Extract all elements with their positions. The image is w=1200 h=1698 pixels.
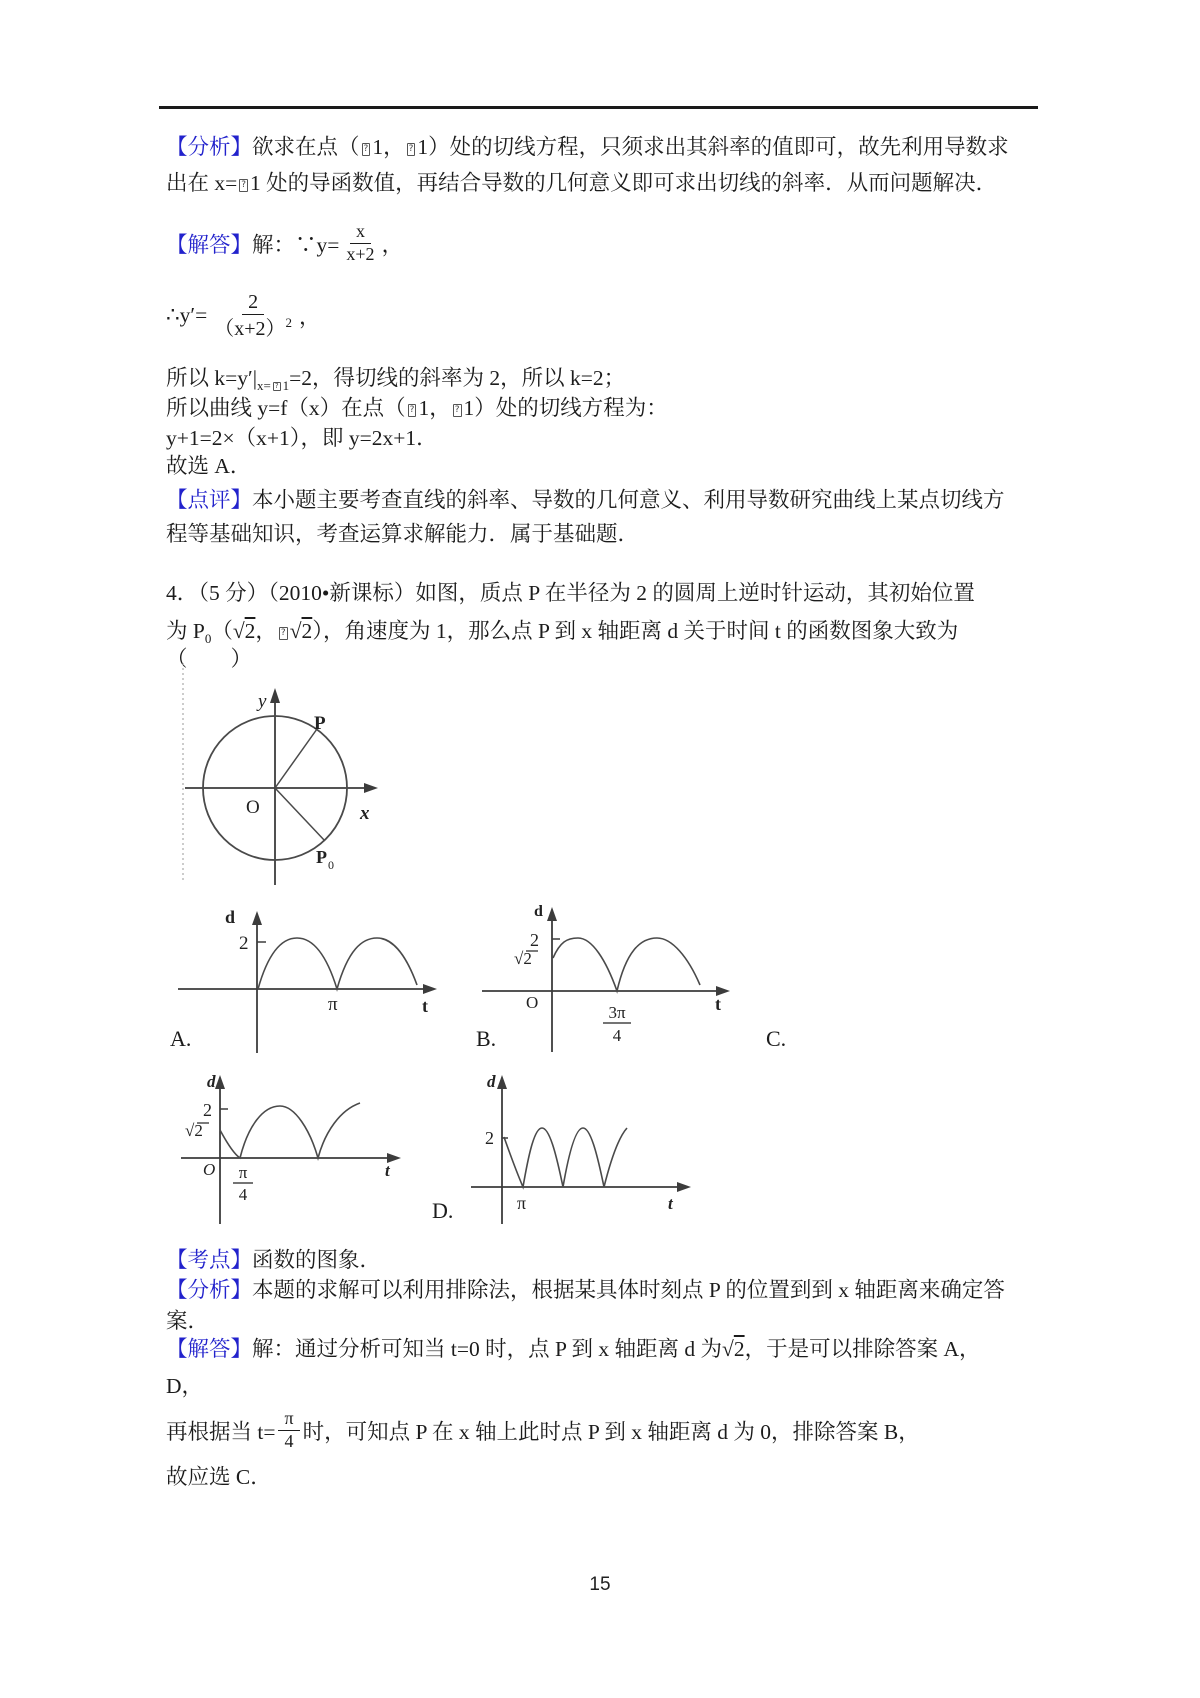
t-line-suffix: 时，可知点 P 在 x 轴上此时点 P 到 x 轴距离 d 为 0，排除答案 B， [302, 1419, 920, 1444]
analysis4-line-2: 案． [166, 1309, 210, 1333]
d-axis-arrow [547, 907, 557, 921]
fraction-denominator: 4 [284, 1430, 294, 1451]
comment-line-2: 程等基础知识，考查运算求解能力．属于基础题． [166, 522, 640, 546]
derivative-formula-line [166, 284, 321, 346]
circle-figure [170, 655, 440, 895]
option-D-label: D. [432, 1198, 454, 1223]
pi-label: π [328, 994, 338, 1015]
frac-3pi-numerator: 3π [608, 1003, 626, 1022]
graph-C [163, 1068, 408, 1228]
exclude-D-line: D， [166, 1374, 204, 1398]
curve-abs-sine-shifted [553, 938, 700, 991]
derivative-prefix: ∴y′= [166, 302, 208, 327]
option-B-label: B. [476, 1026, 497, 1051]
curve-abs-sine [258, 938, 417, 989]
analysis-line-1: 【分析】欲求在点（ ? 1， ? 1）处的切线方程，只须求出其斜率的值即可，故先利用导数求 [166, 135, 1009, 159]
origin-label: O [526, 993, 539, 1012]
fraction-numerator: 2 [242, 290, 264, 315]
d-axis-label: d [534, 903, 543, 920]
fraction-pi-over-4 [278, 1408, 299, 1452]
t-axis-label: t [715, 994, 721, 1014]
x-axis-arrow [364, 783, 378, 793]
frac-4-denominator: 4 [612, 1026, 622, 1045]
d-axis-label: d [225, 907, 236, 927]
sqrt2-label: √2 [514, 949, 532, 968]
frac-4-denominator: 4 [238, 1185, 248, 1204]
t-line-prefix: 再根据当 t= [166, 1419, 276, 1444]
header-rule [159, 106, 1038, 109]
option-A-label: A. [170, 1026, 192, 1051]
graph-B [460, 902, 750, 1057]
pi-label: π [517, 1193, 527, 1213]
radius-to-P0 [275, 788, 325, 841]
curve-abs-sine-phase [220, 1103, 360, 1158]
t-axis-label: t [385, 1161, 390, 1180]
y-axis-arrow [270, 688, 280, 703]
choice-line: 故选 A． [166, 454, 252, 478]
fraction-numerator: π [278, 1408, 299, 1431]
radius-to-P [275, 729, 317, 788]
t-axis-arrow [677, 1182, 691, 1192]
d-axis-label: d [207, 1072, 216, 1091]
sqrt2-label: √2 [185, 1121, 203, 1140]
question4-line-3: （ ） [166, 647, 253, 671]
tick-2-label: 2 [239, 933, 249, 954]
page-number: 15 [589, 1574, 611, 1595]
graph-A [165, 905, 450, 1060]
origin-label: O [246, 797, 260, 818]
tick-2-label: 2 [485, 1128, 494, 1148]
question4-line-2: 为 $P_0(√2$， ? √2），角速度为 1，那么点 P 到 x 轴距离 d 关于时间 t 的函数图象大致为 [166, 619, 959, 646]
option-C-label: C. [766, 1026, 787, 1051]
x-axis-label: x [360, 803, 370, 824]
d-axis-arrow [215, 1075, 225, 1089]
comment-line-1: 【点评】本小题主要考查直线的斜率、导数的几何意义、利用导数研究曲线上某点切线方 [166, 488, 1005, 512]
frac-pi-numerator: π [238, 1163, 248, 1182]
fraction-2-over-x-plus-2-squared [210, 290, 296, 341]
point-P0-subscript: 0 [328, 858, 334, 872]
graph-D [435, 1068, 700, 1228]
point-P-label: P [314, 713, 326, 734]
question4-line-1: 4．（5 分）（2010•新课标）如图，质点 P 在半径为 2 的圆周上逆时针运动，其初始位置 [166, 581, 975, 605]
slope-line: 所以 $k=y'|_{x=}$ ? $_1$=2，得切线的斜率为 2，所以 k=2； [166, 366, 626, 393]
point-P0-label: P [316, 847, 327, 867]
fraction-denominator: x+2 [346, 243, 375, 264]
t-quarter-pi-line [166, 1403, 920, 1457]
analysis-line-2: 出在 x= ? 1 处的导函数值，再结合导数的几何意义即可求出切线的斜率．从而问题解决． [166, 171, 998, 195]
answer-formula-line [166, 218, 403, 268]
answer4-line: 【解答】解：通过分析可知当 t=0 时，点 P 到 x 轴距离 d 为√2，于是可以排除答案 A， [166, 1337, 981, 1361]
comma: ， [381, 232, 404, 257]
fraction-x-over-x-plus-2 [342, 221, 378, 265]
fraction-numerator: x [350, 221, 371, 244]
tick-2-label: 2 [203, 1100, 212, 1120]
analysis4-line-1: 【分析】本题的求解可以利用排除法，根据某具体时刻点 P 的位置到到 x 轴距离来确定答 [166, 1278, 1005, 1302]
equation-line: y+1=2×（x+1），即 y=2x+1． [166, 426, 438, 450]
tangent-line: 所以曲线 y=f（x）在点（ ? 1， ? 1）处的切线方程为： [166, 396, 668, 420]
final-choice-line: 故应选 C． [166, 1465, 272, 1489]
t-axis-label: t [668, 1194, 673, 1213]
d-axis-arrow [497, 1075, 507, 1089]
d-axis-label: d [487, 1072, 496, 1091]
y-axis-label: y [258, 691, 267, 712]
origin-label: O [203, 1160, 216, 1179]
t-axis-arrow [423, 984, 437, 994]
t-axis-label: t [422, 996, 428, 1016]
tick-2-label: 2 [530, 930, 539, 950]
answer-prefix: 【解答】解：∵y= [166, 232, 340, 257]
comma: ， [299, 304, 321, 329]
fraction-denominator: $(x+2)^2$ [214, 314, 293, 340]
concept-line: 【考点】函数的图象． [166, 1248, 382, 1272]
d-axis-arrow [252, 911, 262, 925]
curve-abs-sine-fast [504, 1128, 627, 1187]
